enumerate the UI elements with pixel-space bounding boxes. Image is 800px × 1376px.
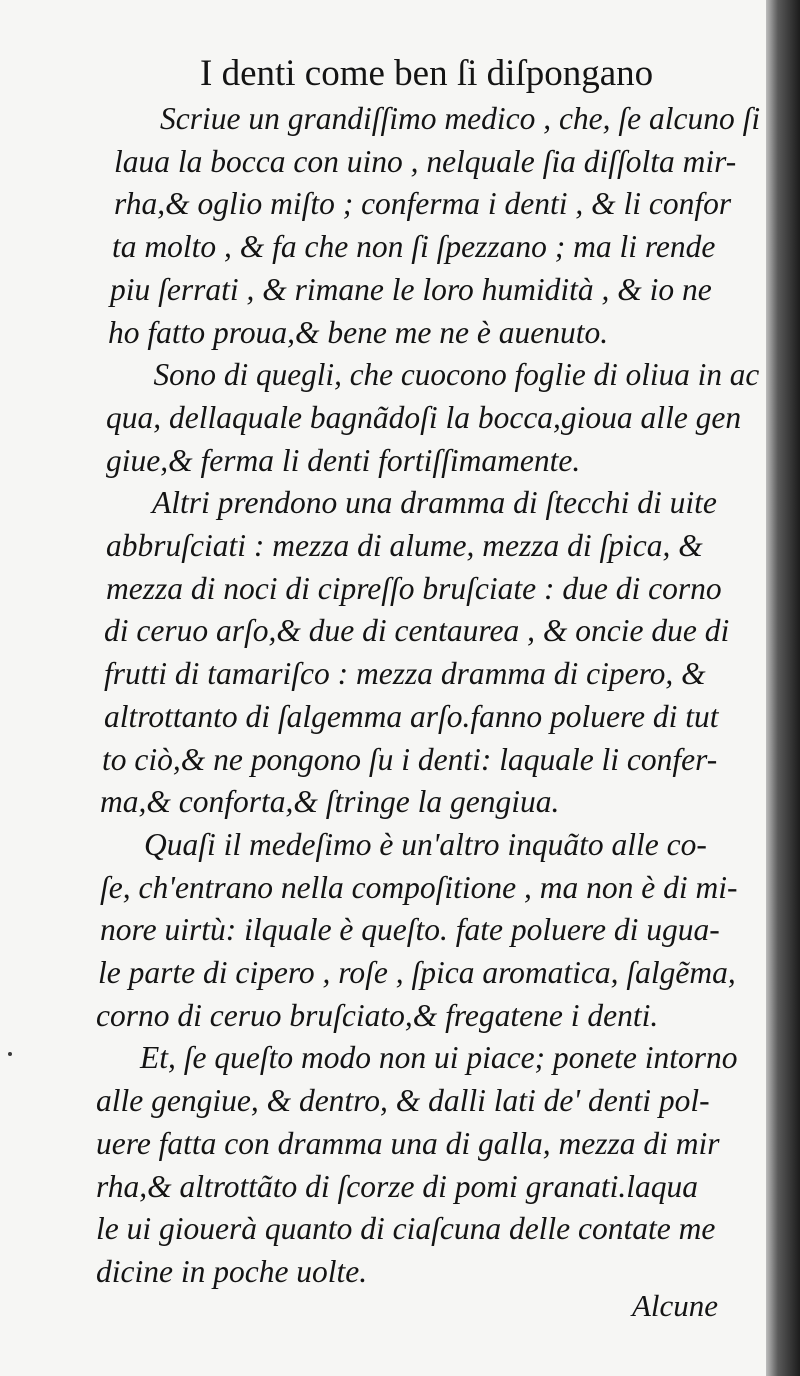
- text-line: le ui giouerà quanto di ciaſcuna delle contate me: [96, 1211, 716, 1247]
- paragraph-1: [96, 98, 766, 354]
- text-line: laua la bocca con uino , nelquale ſia diſſolta mir-: [114, 143, 737, 179]
- ink-speck: [8, 1052, 12, 1056]
- text-line: Scriue un grandiſſimo medico , che, ſe alcuno ſi: [160, 101, 761, 136]
- text-line: ta molto , & fa che non ſi ſpezzano ; ma li rende: [112, 229, 716, 265]
- text-line: dicine in poche uolte.: [96, 1253, 368, 1289]
- text-line: le parte di cipero , roſe , ſpica aromatica, ſalgẽma,: [98, 955, 736, 991]
- text-line: alle gengiue, & dentro, & dalli lati de' denti pol-: [96, 1083, 710, 1119]
- text-line: mezza di noci di cipreſſo bruſciate : due di corno: [106, 570, 722, 606]
- text-line: ſe, ch'entrano nella compoſitione , ma non è di mi-: [100, 869, 738, 905]
- text-line: di ceruo arſo,& due di centaurea , & oncie due di: [104, 613, 730, 649]
- text-line: corno di ceruo bruſciato,& fregatene i denti.: [96, 997, 659, 1033]
- text-line: ma,& conforta,& ſtringe la gengiua.: [100, 784, 560, 820]
- text-line: rha,& oglio miſto ; conferma i denti , & li confor: [114, 186, 732, 222]
- text-line: nore uirtù: ilquale è queſto. fate poluere di ugua-: [100, 912, 720, 948]
- body-text: [96, 98, 766, 1294]
- text-line: uere fatta con dramma una di galla, mezza di mir: [96, 1125, 720, 1161]
- text-line: frutti di tamariſco : mezza dramma di cipero, &: [104, 656, 706, 692]
- paragraph-3: [96, 482, 766, 824]
- paragraph-2: [96, 354, 766, 482]
- text-line: ho fatto proua,& bene me ne è auenuto.: [108, 314, 609, 350]
- text-line: abbruſciati : mezza di alume, mezza di ſpica, &: [106, 528, 703, 564]
- text-line: altrottanto di ſalgemma arſo.fanno poluere di tut: [104, 698, 719, 734]
- text-line: giue,& ferma li denti fortiſſimamente.: [106, 442, 581, 478]
- text-line: Altri prendono una dramma di ſtecchi di uite: [152, 485, 717, 521]
- running-head: I denti come ben ſi diſpongano: [200, 53, 654, 94]
- text-line: Et, ſe queſto modo non ui piace; ponete intorno: [140, 1040, 738, 1076]
- paragraph-5: [96, 1037, 766, 1293]
- text-line: Quaſi il medeſimo è un'altro inquãto alle co-: [144, 826, 707, 862]
- text-line: qua, dellaquale bagnãdoſi la bocca,gioua alle gen: [106, 399, 742, 435]
- text-line: Sono di quegli, che cuocono foglie di oliua in ac: [153, 357, 760, 393]
- text-line: piu ſerrati , & rimane le loro humidità , & io ne: [110, 271, 712, 307]
- text-line: rha,& altrottãto di ſcorze di pomi granati.laqua: [96, 1168, 699, 1204]
- page-edge-shadow: [766, 0, 800, 1376]
- paragraph-4: [96, 824, 766, 1038]
- catchword: Alcune: [632, 1288, 719, 1323]
- text-line: to ciò,& ne pongono ſu i denti: laquale li confer-: [102, 741, 718, 777]
